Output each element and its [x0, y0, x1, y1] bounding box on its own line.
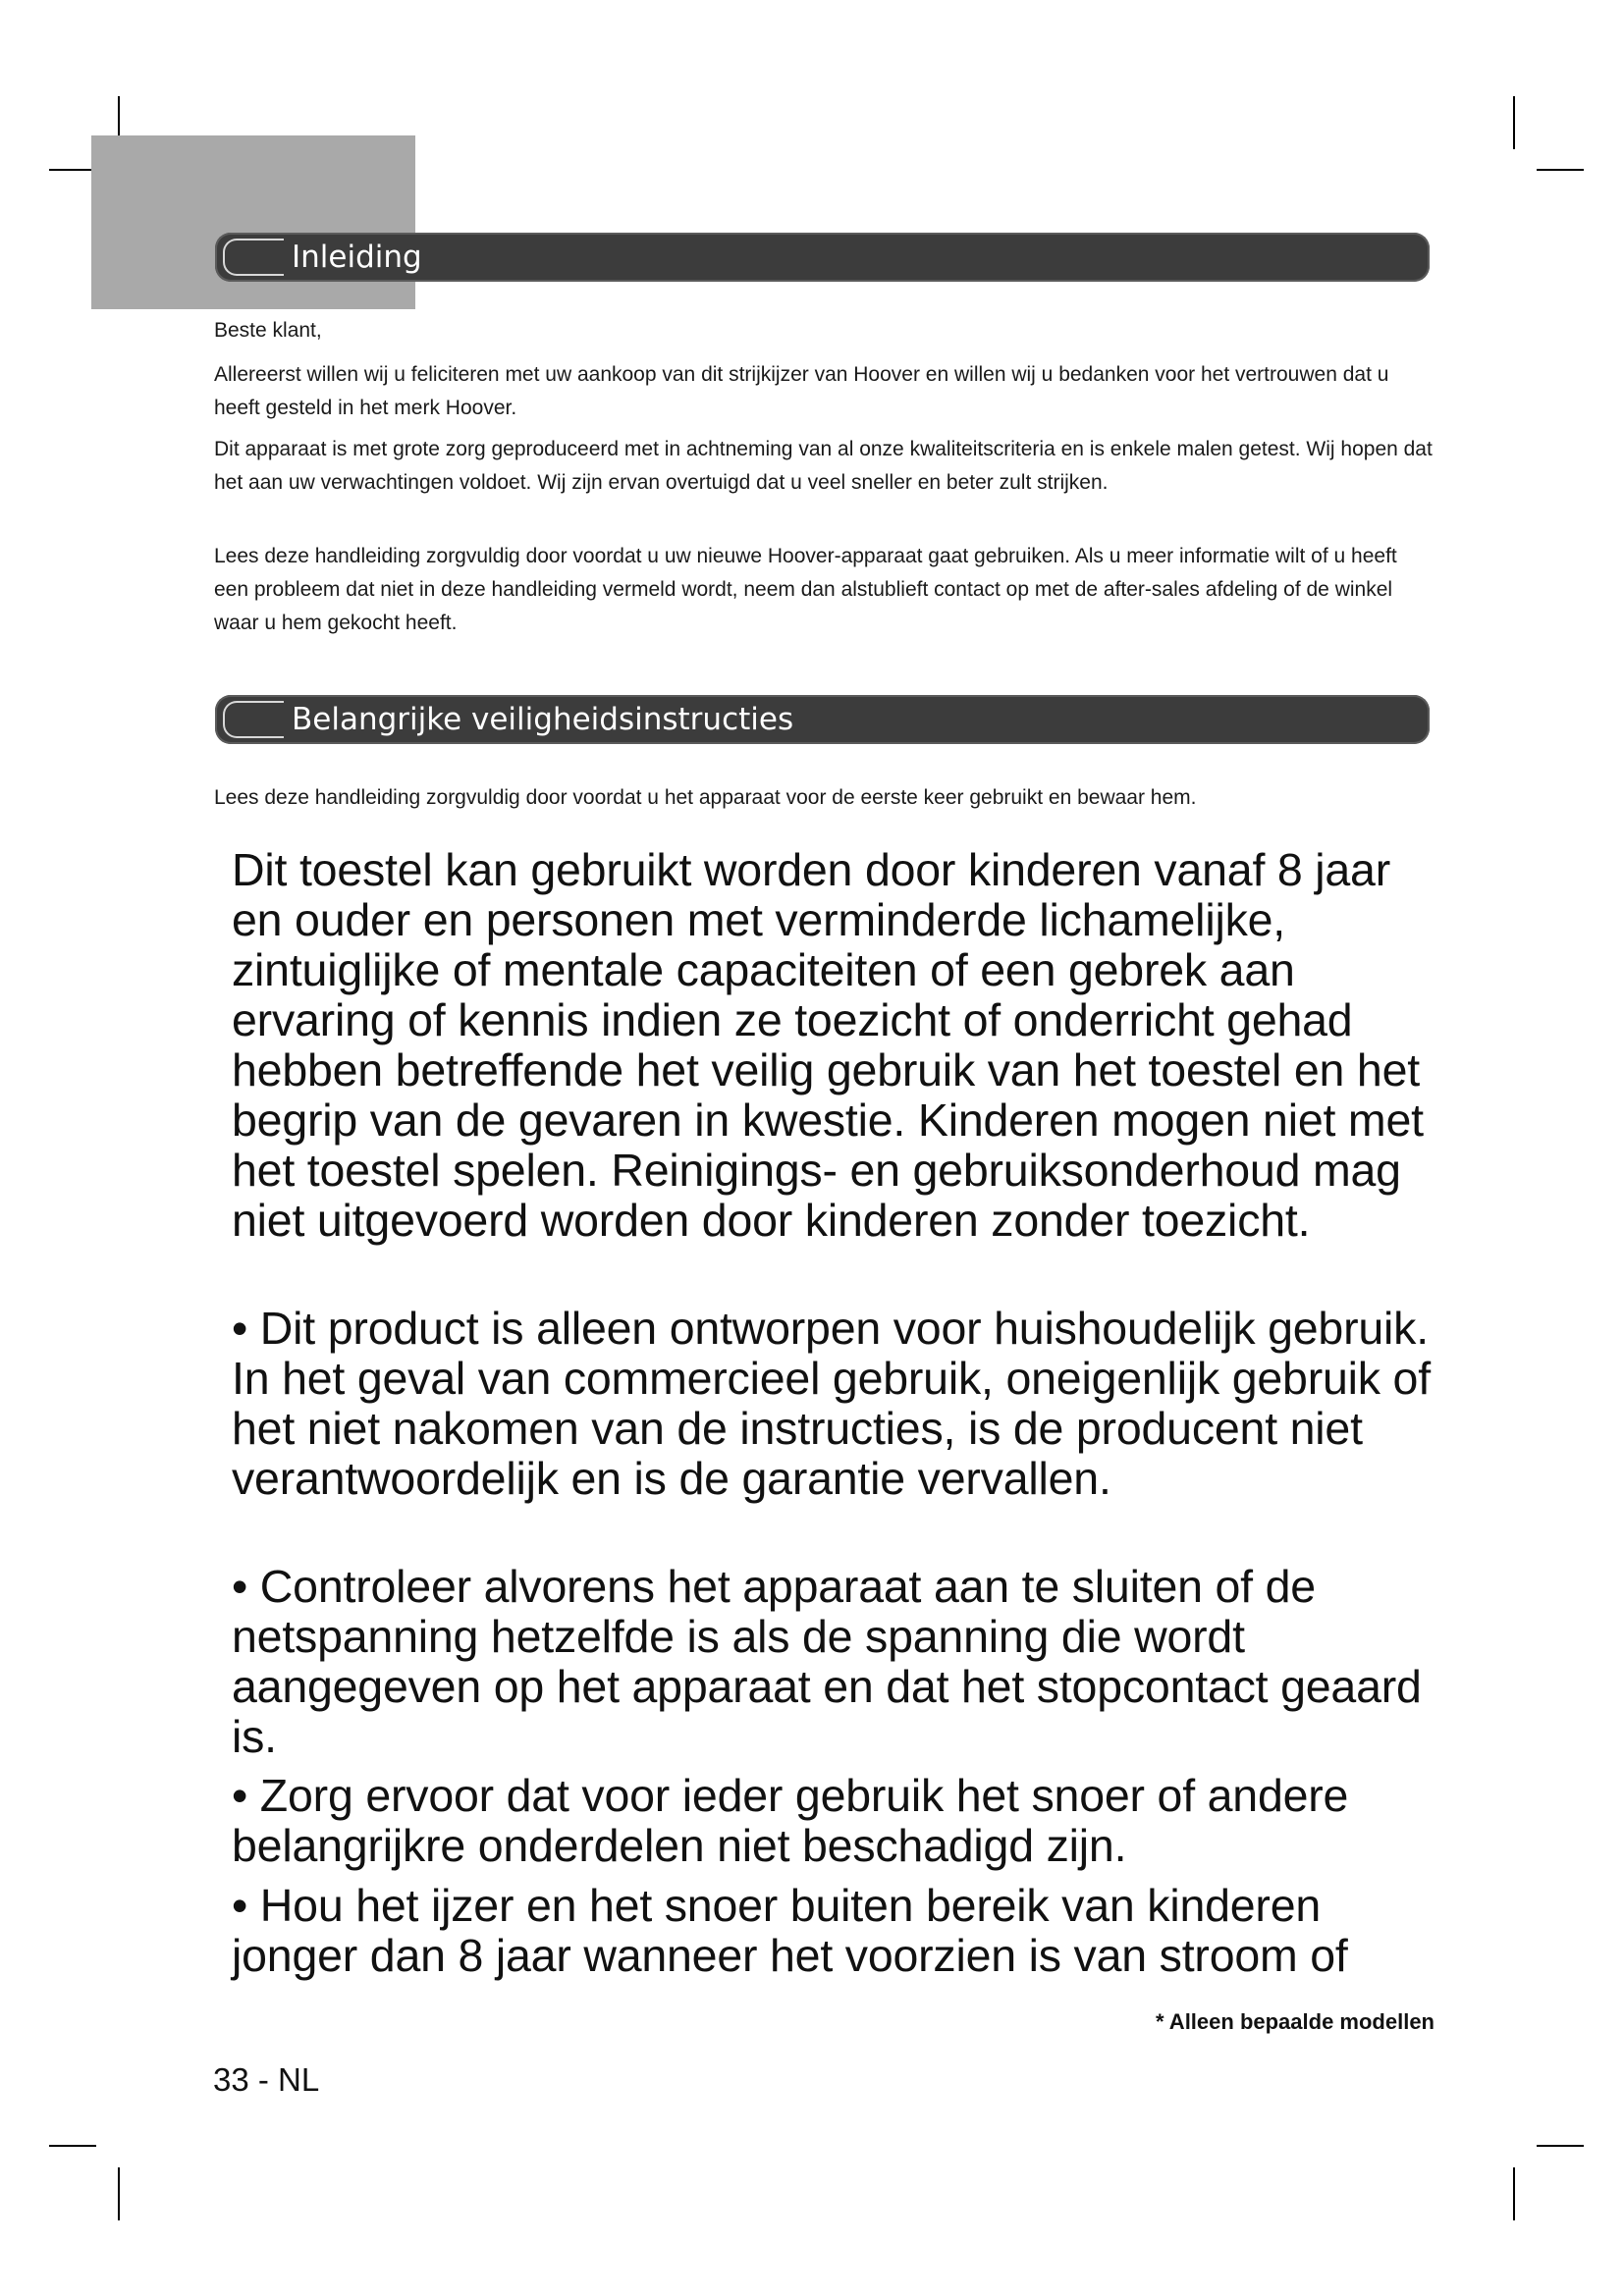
crop-mark: [1537, 2145, 1584, 2147]
safety-bullet-3: • Zorg ervoor dat voor ieder gebruik het snoer of andere belangrijkre onderdelen niet beschadigd zijn.: [232, 1770, 1349, 1871]
decorative-corner-block: [91, 135, 415, 309]
page-number: 33 - NL: [213, 2061, 320, 2098]
crop-mark: [118, 2167, 120, 2220]
crop-mark: [1537, 169, 1584, 171]
intro-paragraph-3: Lees deze handleiding zorgvuldig door voordat u uw nieuwe Hoover-apparaat gaat gebruiken. Als u meer informatie wilt of u heeft een probleem dat niet in deze handleiding vermeld wordt, neem dan alstublieft contact op met de after-sales afdeling of de winkel waar u hem gekocht heeft.: [214, 545, 1397, 634]
header-pill-decoration: [223, 701, 284, 738]
intro-section-header: [215, 233, 1430, 282]
crop-mark: [1513, 96, 1515, 149]
intro-section-title: Inleiding: [292, 240, 422, 275]
safety-bullet-4: • Hou het ijzer en het snoer buiten bereik van kinderen jonger dan 8 jaar wanneer het voorzien is van stroom of: [232, 1880, 1348, 1981]
safety-intro: Lees deze handleiding zorgvuldig door voordat u het apparaat voor de eerste keer gebruikt en bewaar hem.: [214, 786, 1197, 809]
crop-mark: [1513, 2167, 1515, 2220]
greeting: Beste klant,: [214, 319, 322, 342]
safety-section-title: Belangrijke veiligheidsinstructies: [292, 702, 794, 737]
safety-section-header: [215, 695, 1430, 744]
header-pill-decoration: [223, 239, 284, 276]
crop-mark: [49, 169, 96, 171]
intro-paragraph-1: Allereerst willen wij u feliciteren met uw aankoop van dit strijkijzer van Hoover en willen wij u bedanken voor het vertrouwen dat u heeft gesteld in het merk Hoover.: [214, 363, 1389, 419]
footnote: * Alleen bepaalde modellen: [1155, 2009, 1435, 2034]
safety-bullet-1: • Dit product is alleen ontworpen voor huishoudelijk gebruik. In het geval van commercieel gebruik, oneigenlijk gebruik of het niet nakomen van de instructies, is de producent niet verantwoordelijk en is de garantie vervallen.: [232, 1303, 1431, 1504]
safety-bullet-2: • Controleer alvorens het apparaat aan te sluiten of de netspanning hetzelfde is als de spanning die wordt aangegeven op het apparaat en dat het stopcontact geaard is.: [232, 1561, 1422, 1762]
safety-warning-paragraph: Dit toestel kan gebruikt worden door kinderen vanaf 8 jaar en ouder en personen met verminderde lichamelijke, zintuiglijke of mentale capaciteiten of een gebrek aan ervaring of kennis indien ze toezicht of onderricht gehad hebben betreffende het veilig gebruik van het toestel en het begrip van de gevaren in kwestie. Kinderen mogen niet met het toestel spelen. Reinigings- en gebruiksonderhoud mag niet uitgevoerd worden door kinderen zonder toezicht.: [232, 844, 1424, 1246]
crop-mark: [49, 2145, 96, 2147]
intro-paragraph-2: Dit apparaat is met grote zorg geproduceerd met in achtneming van al onze kwaliteitscriteria en is enkele malen getest. Wij hopen dat het aan uw verwachtingen voldoet. Wij zijn ervan overtuigd dat u veel sneller en beter zult strijken.: [214, 438, 1433, 494]
